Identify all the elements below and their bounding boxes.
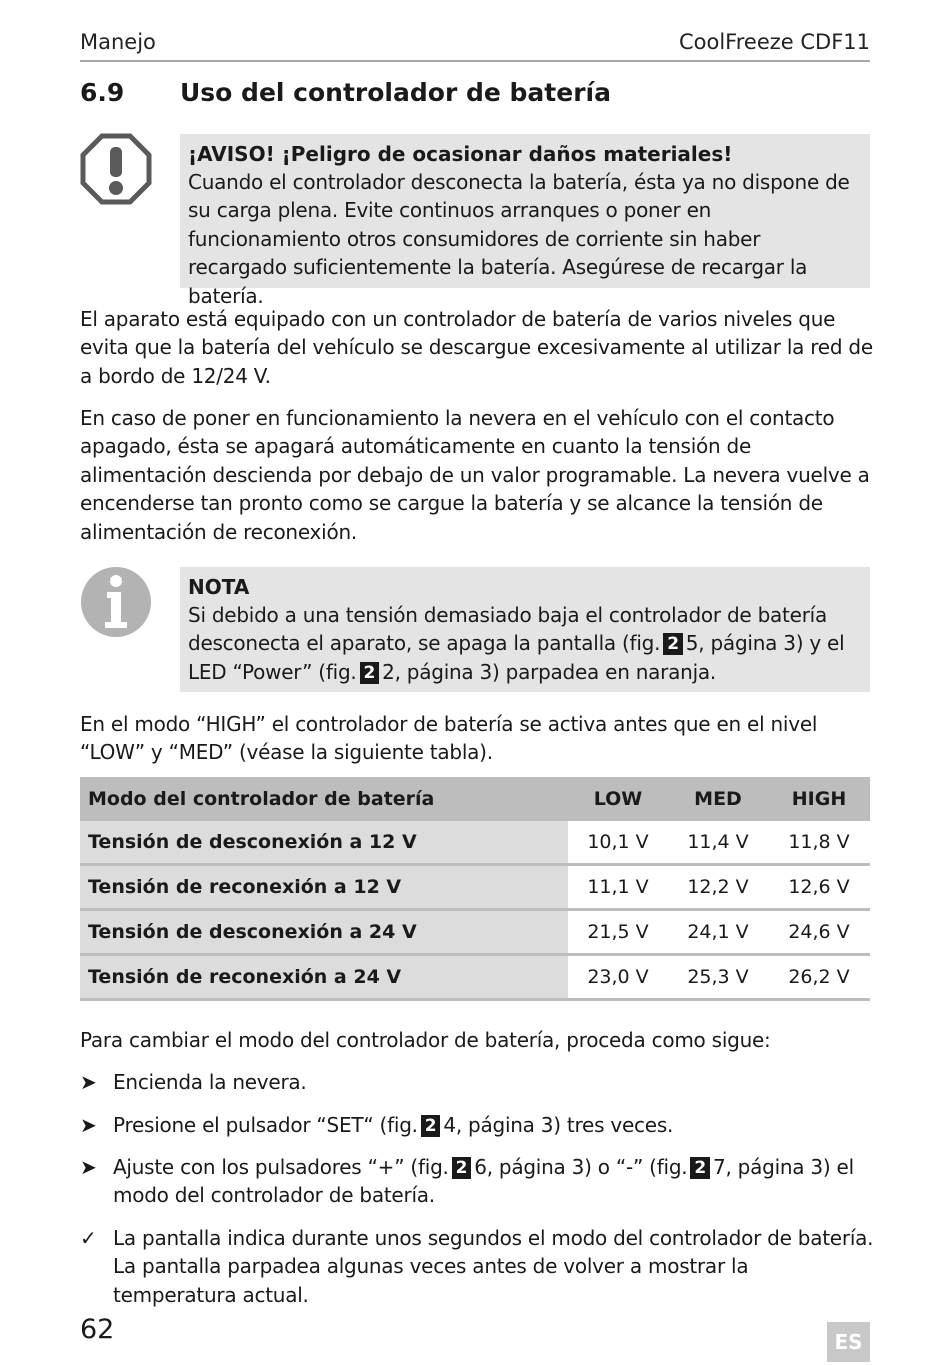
table-cell: 25,3 V (668, 955, 768, 1000)
table-header: MED (668, 777, 768, 821)
table-cell: 21,5 V (568, 910, 668, 955)
figure-badge: 2 (421, 1115, 441, 1137)
info-icon (80, 566, 152, 638)
header-chapter: Manejo (80, 30, 156, 54)
table-cell: 23,0 V (568, 955, 668, 1000)
step-text (113, 1153, 875, 1210)
table-cell: 24,6 V (768, 910, 870, 955)
warning-text: Cuando el controlador desconecta la batería, ésta ya no dispone de su carga plena. Evite continuos arranques o poner en funcionamiento otros consumidores de corriente sin haber recargado suficientemente la batería. Asegúrese de recargar la batería. (188, 170, 850, 308)
voltage-table (80, 777, 870, 1001)
table-header: HIGH (768, 777, 870, 821)
table-cell: 11,4 V (668, 821, 768, 865)
table-row (80, 821, 870, 865)
warning-box (180, 134, 870, 308)
step-text-part: 7, página 3) el modo del controlador de batería. (113, 1155, 854, 1208)
section-title: Uso del controlador de batería (180, 78, 611, 107)
arrow-icon: ➤ (80, 1113, 97, 1137)
step-item (80, 1153, 875, 1210)
table-cell: 11,1 V (568, 865, 668, 910)
note-title: NOTA (188, 575, 250, 599)
section-number: 6.9 (80, 78, 125, 107)
figure-badge: 2 (452, 1157, 472, 1179)
table-cell: 11,8 V (768, 821, 870, 865)
header-product: CoolFreeze CDF11 (678, 30, 870, 54)
note-text-part: 2, página 3) parpadea en naranja. (382, 659, 717, 684)
table-cell: Tensión de desconexión a 12 V (80, 821, 568, 865)
note-text-part: Si debido a una tensión demasiado baja el controlador de batería desconecta el aparato, se apaga la pantalla (fig. (188, 603, 827, 656)
table-cell: 12,2 V (668, 865, 768, 910)
paragraph-auto-off: En caso de poner en funcionamiento la nevera en el vehículo con el contacto apagado, ésta se apagará automáticamente en cuanto la tensión de alimentación descienda por debajo de un valor programable. La nevera vuelve a encenderse tan pronto como se cargue la batería y se alcance la tensión de alimentación de reconexión. (80, 406, 870, 544)
header-divider (80, 60, 870, 62)
result-item (80, 1224, 875, 1309)
warning-octagon-icon (80, 133, 152, 205)
table-cell: Tensión de desconexión a 24 V (80, 910, 568, 955)
arrow-icon: ➤ (80, 1155, 97, 1179)
table-header: Modo del controlador de batería (80, 777, 568, 821)
arrow-icon: ➤ (80, 1070, 97, 1094)
step-item (80, 1111, 875, 1139)
note-box (180, 567, 870, 692)
page-number: 62 (80, 1314, 115, 1345)
warning-title: ¡AVISO! ¡Peligro de ocasionar daños materiales! (188, 142, 733, 166)
table-row (80, 865, 870, 910)
paragraph-intro: El aparato está equipado con un controlador de batería de varios niveles que evita que la batería del vehículo se descargue excesivamente al utilizar la red de a bordo de 12/24 V. (80, 307, 873, 388)
table-cell: 10,1 V (568, 821, 668, 865)
result-text: La pantalla indica durante unos segundos el modo del controlador de batería. La pantalla parpadea algunas veces antes de volver a mostrar la temperatura actual. (113, 1226, 874, 1307)
step-text (113, 1111, 875, 1139)
figure-badge: 2 (663, 633, 683, 655)
step-text-part: Presione el pulsador “SET“ (fig. (113, 1113, 418, 1137)
table-row (80, 910, 870, 955)
figure-badge: 2 (690, 1157, 710, 1179)
table-cell: Tensión de reconexión a 12 V (80, 865, 568, 910)
note-text-part: 5, página 3) y el LED “Power” (fig. (188, 631, 845, 684)
note-text (188, 601, 862, 686)
figure-badge: 2 (360, 662, 380, 684)
table-header: LOW (568, 777, 668, 821)
step-text-part: Ajuste con los pulsadores “+” (fig. (113, 1155, 449, 1179)
table-cell: 24,1 V (668, 910, 768, 955)
procedure-intro: Para cambiar el modo del controlador de batería, proceda como sigue: (80, 1028, 771, 1052)
step-text-part: 4, página 3) tres veces. (443, 1113, 674, 1137)
table-intro: En el modo “HIGH” el controlador de batería se activa antes que en el nivel “LOW” y “MED” (véase la siguiente tabla). (80, 712, 818, 765)
table-cell: Tensión de reconexión a 24 V (80, 955, 568, 1000)
table-cell: 26,2 V (768, 955, 870, 1000)
step-item (80, 1068, 875, 1096)
step-text-part: 6, página 3) o “-” (fig. (474, 1155, 688, 1179)
language-badge: ES (827, 1322, 870, 1362)
table-header-row (80, 777, 870, 821)
step-text: Encienda la nevera. (113, 1070, 307, 1094)
table-cell: 12,6 V (768, 865, 870, 910)
checkmark-icon: ✓ (80, 1226, 97, 1250)
table-row (80, 955, 870, 1000)
